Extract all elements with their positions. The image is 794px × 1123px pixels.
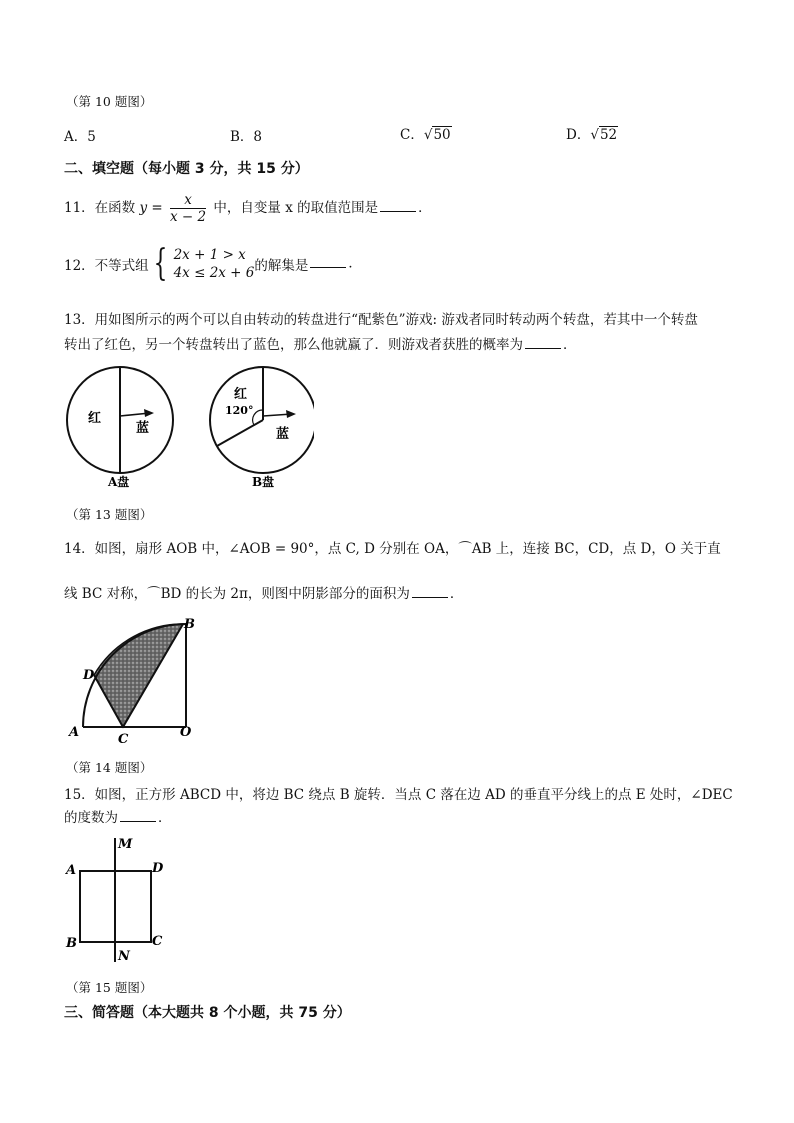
- disk-b-angle-label: 120°: [225, 404, 254, 417]
- question-13-line-2: 转出了红色，另一个转盘转出了蓝色，那么他就赢了．则游戏者获胜的概率为 ．: [64, 337, 577, 353]
- point-n-label: N: [118, 949, 130, 964]
- question-13-line-1: 13．用如图所示的两个可以自由转动的转盘进行“配紫色”游戏: 游戏者同时转动两个转盘，若其中一个转盘: [64, 312, 698, 328]
- answer-blank: [310, 255, 346, 268]
- q10-caption: （第 10 题图）: [66, 94, 153, 109]
- disk-b-blue-label: 蓝: [276, 427, 290, 442]
- disk-a-blue-label: 蓝: [136, 421, 150, 436]
- section-3-heading: 三、简答题（本大题共 8 个小题，共 75 分）: [64, 1005, 351, 1021]
- point-c-label: C: [118, 732, 129, 744]
- question-15-line-1: 15．如图，正方形 ABCD 中，将边 BC 绕点 B 旋转．当点 C 落在边 AD 的垂直平分线上的点 E 处时，∠DEC: [64, 787, 733, 803]
- section-2-heading: 二、填空题（每小题 3 分，共 15 分）: [64, 161, 309, 177]
- question-12: 12．不等式组 { 2x + 1 > x 4x ≤ 2x + 6 的解集是 ．: [64, 243, 362, 284]
- q10-option-b: B．8: [230, 129, 263, 145]
- sqrt-symbol: √52: [590, 127, 618, 143]
- fraction: $\frac{x}{x - 2}$: [170, 192, 207, 225]
- disk-b-label: B盘: [252, 475, 275, 489]
- disk-a-label: A盘: [108, 475, 130, 489]
- question-11: 11．在函数 y = $\frac{x}{x - 2}$ 中，自变量 x 的取值范围是 ．: [64, 192, 432, 225]
- answer-blank: [120, 809, 156, 822]
- q10-option-c: C．√50: [400, 127, 451, 143]
- question-14-line-1: 14．如图，扇形 AOB 中，∠AOB = 90°，点 C, D 分别在 OA，⌒AB 上，连接 BC，CD，点 D，O 关于直: [64, 541, 721, 557]
- q15-caption: （第 15 题图）: [66, 980, 153, 995]
- point-b-label: B: [184, 617, 195, 632]
- q10-option-d: D．√52: [566, 127, 618, 143]
- point-b-label: B: [66, 936, 77, 951]
- spinner-figure: [62, 362, 314, 492]
- answer-blank: [412, 585, 448, 598]
- point-a-label: A: [69, 725, 80, 740]
- arrow-head-icon: [144, 409, 154, 417]
- answer-blank: [380, 199, 416, 212]
- point-o-label: O: [180, 725, 192, 740]
- left-brace: {: [153, 243, 168, 284]
- disk-a-red-label: 红: [88, 411, 102, 426]
- sector-figure: [64, 614, 200, 744]
- point-a-label: A: [66, 863, 77, 878]
- point-d-label: D: [152, 861, 164, 876]
- q13-caption: （第 13 题图）: [66, 507, 153, 522]
- inequality-system: 2x + 1 > x 4x ≤ 2x + 6: [173, 247, 255, 281]
- point-c-label: C: [152, 934, 163, 949]
- point-m-label: M: [118, 837, 133, 852]
- q10-option-a: A．5: [64, 129, 96, 145]
- answer-blank: [525, 336, 561, 349]
- point-d-label: D: [83, 668, 95, 683]
- sqrt-symbol: √50: [423, 127, 451, 143]
- question-15-line-2: 的度数为 ．: [64, 810, 172, 826]
- square-figure: [64, 834, 174, 966]
- shaded-region: [94, 624, 183, 727]
- disk-b-radius-lower: [217, 420, 263, 446]
- q14-caption: （第 14 题图）: [66, 760, 153, 775]
- arrow-head-icon: [286, 410, 296, 418]
- disk-b-red-label: 红: [234, 387, 248, 402]
- question-14-line-2: 线 BC 对称，⌒BD 的长为 2π，则图中阴影部分的面积为 ．: [64, 586, 464, 602]
